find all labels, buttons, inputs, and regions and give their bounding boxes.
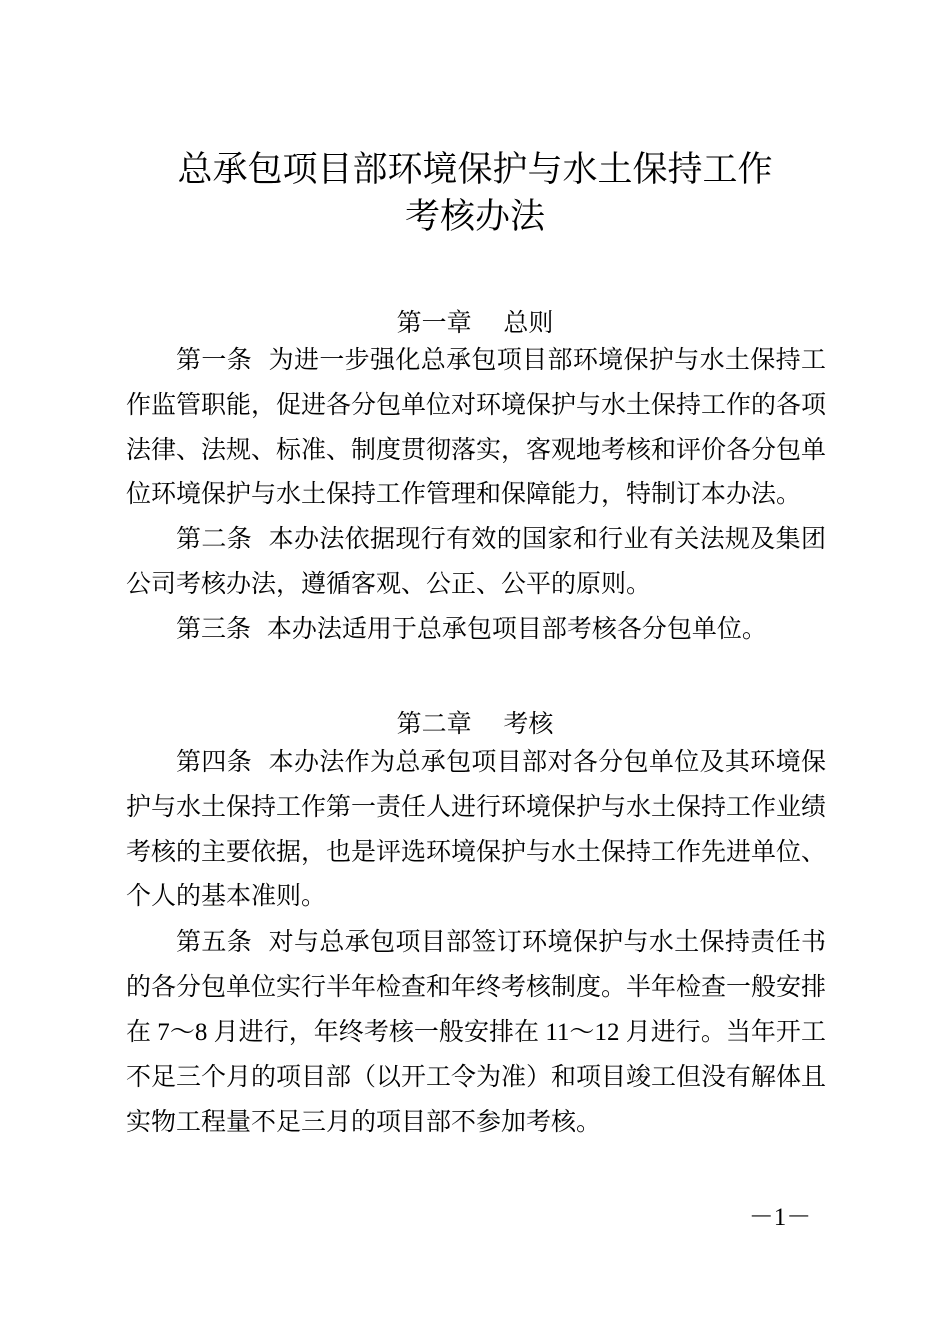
article-paragraph [126, 338, 826, 517]
article-paragraph [126, 607, 826, 652]
article-label: 第二条 [176, 524, 253, 553]
article-paragraph [126, 740, 826, 919]
article-text: 本办法依据现行有效的国家和行业有关法规及集团公司考核办法，遵循客观、公正、公平的原则。 [126, 524, 826, 598]
month-range: 11～12 [539, 1018, 626, 1046]
article-text: 为进一步强化总承包项目部环境保护与水土保持工作监管职能，促进各分包单位对环境保护与水土保持工作的各项法律、法规、标准、制度贯彻落实，客观地考核和评价各分包单位环境保护与水土保持工作管理和保障能力，特制订本办法。 [126, 345, 827, 509]
article-paragraph [126, 517, 826, 607]
document-title-line1: 总承包项目部环境保护与水土保持工作 [177, 150, 773, 190]
article-label: 第四条 [176, 747, 253, 776]
month-range: 7～8 [151, 1018, 214, 1046]
article-text: 对与总承包项目部签订环境保护与水土保持责任书的各分包单位实行半年检查和年终考核制度。半年检查一般安排在 [126, 927, 827, 1046]
article-text: 月进行。当年开工不足三个月的项目部（以开工令为准）和项目竣工但没有解体且实物工程量不足三月的项目部不参加考核。 [126, 1016, 827, 1137]
article-text: 月进行，年终考核一般安排在 [213, 1016, 540, 1046]
article-paragraph [126, 920, 826, 1145]
chapter-heading: 第二章 考核 [396, 709, 554, 738]
article-label: 第一条 [176, 345, 253, 374]
article-text: 本办法适用于总承包项目部考核各分包单位。 [266, 614, 767, 643]
article-text: 本办法作为总承包项目部对各分包单位及其环境保护与水土保持工作第一责任人进行环境保护与水土保持工作业绩考核的主要依据，也是评选环境保护与水土保持工作先进单位、个人的基本准则。 [126, 747, 827, 911]
article-label: 第五条 [176, 927, 253, 956]
document-title-line2: 考核办法 [404, 197, 545, 237]
page-number: －1－ [748, 1204, 812, 1231]
article-label: 第三条 [176, 614, 252, 643]
chapter-heading: 第一章 总则 [396, 308, 554, 337]
